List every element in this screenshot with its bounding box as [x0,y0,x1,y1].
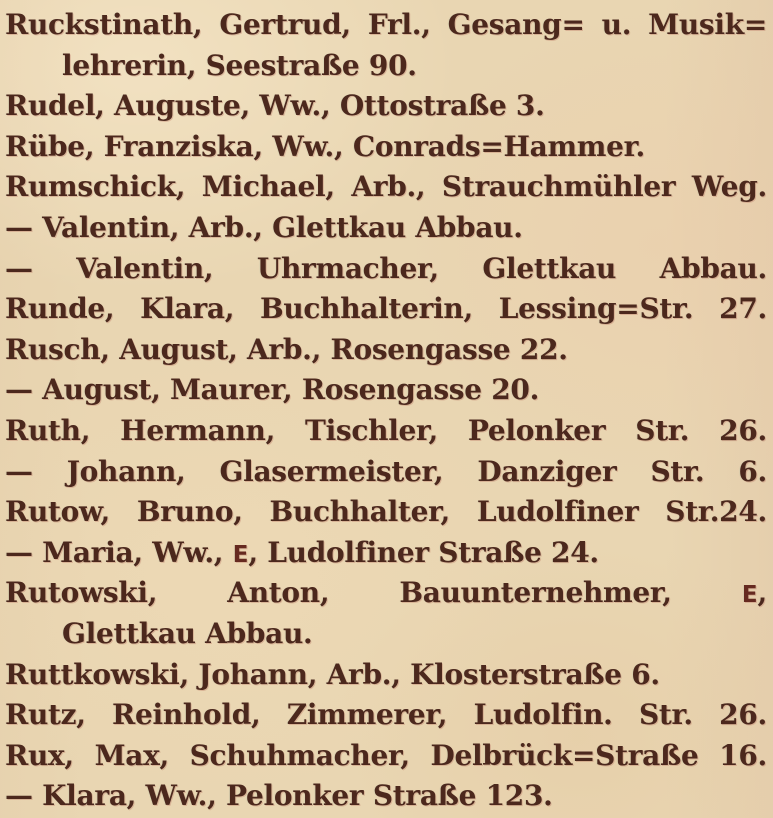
directory-entry-line [5,46,767,87]
entry-text: — Maria, Ww., [5,535,233,569]
directory-entry-line [5,776,767,817]
directory-entry-line [5,167,767,208]
entry-text: Ruttkowski, Johann, Arb., Klosterstraße 6. [5,657,660,691]
entry-text: , Ludolfiner Straße 24. [248,535,599,569]
directory-column [5,5,767,817]
entry-text: Rux, Max, Schuhmacher, Delbrück=Straße 16. [5,738,767,772]
directory-entry-line [5,614,767,655]
entry-text: Glettkau Abbau. [62,616,313,650]
entry-text: Rusch, August, Arb., Rosengasse 22. [5,332,568,366]
directory-entry-line [5,411,767,452]
entry-text: Ruth, Hermann, Tischler, Pelonker Str. 26. [5,413,767,447]
directory-entry-line [5,533,767,574]
entry-text: Rumschick, Michael, Arb., Strauchmühler Weg. [5,170,767,204]
directory-entry-line [5,330,767,371]
entry-text: lehrerin, Seestraße 90. [62,48,417,82]
directory-entry-line [5,86,767,127]
owner-mark-e: E [232,541,249,568]
owner-mark-e: E [741,582,758,609]
directory-entry-line [5,289,767,330]
directory-entry-line [5,492,767,533]
directory-entry-line [5,655,767,696]
entry-text: — August, Maurer, Rosengasse 20. [5,373,540,407]
entry-text: , [757,576,767,610]
directory-entry-line [5,573,767,614]
entry-text: Rudel, Auguste, Ww., Ottostraße 3. [5,89,545,123]
entry-text: Runde, Klara, Buchhalterin, Lessing=Str. 27. [5,292,767,326]
directory-entry-line [5,5,767,46]
directory-entry-line [5,249,767,290]
directory-entry-line [5,127,767,168]
entry-text: — Johann, Glasermeister, Danziger Str. 6. [5,454,767,488]
directory-entry-line [5,208,767,249]
directory-entry-line [5,736,767,777]
entry-text: — Klara, Ww., Pelonker Straße 123. [5,779,553,813]
directory-entry-line [5,452,767,493]
entry-text: — Valentin, Uhrmacher, Glettkau Abbau. [5,251,767,285]
entry-text: Rutow, Bruno, Buchhalter, Ludolfiner Str.24. [5,495,767,529]
entry-text: Rutz, Reinhold, Zimmerer, Ludolfin. Str. 26. [5,698,767,732]
entry-text: — Valentin, Arb., Glettkau Abbau. [5,210,523,244]
directory-entry-line [5,695,767,736]
entry-text: Ruckstinath, Gertrud, Frl., Gesang= u. Musik= [5,8,767,41]
entry-text: Rübe, Franziska, Ww., Conrads=Hammer. [5,129,645,163]
entry-text: Rutowski, Anton, Bauunternehmer, [5,576,742,610]
directory-entry-line [5,370,767,411]
